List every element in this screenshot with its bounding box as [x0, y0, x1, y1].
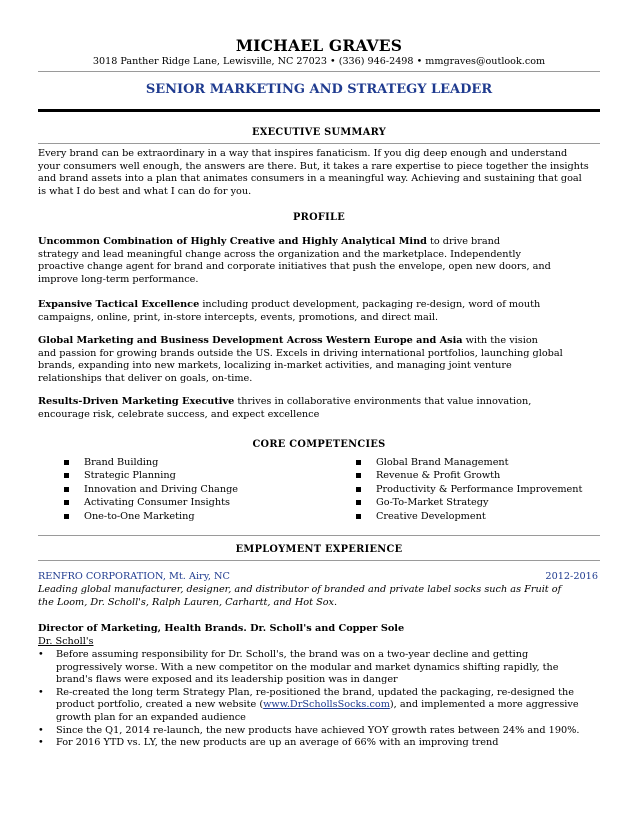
- employment-dates: 2012-2016: [545, 571, 598, 582]
- role-title: Director of Marketing, Health Brands. Dr. Scholl's and Copper Sole: [38, 623, 405, 634]
- competencies-right-list: [356, 456, 606, 523]
- experience-heading: EMPLOYMENT EXPERIENCE: [235, 544, 403, 555]
- list-item: Go-To-Market Strategy: [356, 496, 606, 509]
- bullet-icon: •: [38, 737, 44, 749]
- list-item: Activating Consumer Insights: [64, 496, 324, 509]
- profile-p1-line: proactive change agent for brand and corporate initiatives that push the envelope, open new doors, and: [38, 261, 551, 273]
- list-item: Productivity & Performance Improvement: [356, 483, 606, 496]
- list-item: Creative Development: [356, 510, 606, 523]
- bullet-icon: •: [38, 686, 44, 698]
- summary-divider: [38, 143, 600, 144]
- square-bullet-icon: [356, 473, 361, 478]
- company-name: RENFRO CORPORATION, Mt. Airy, NC: [38, 571, 230, 582]
- company-line: [38, 571, 602, 584]
- profile-paragraph-4: [38, 396, 602, 421]
- experience-top-divider: [38, 535, 600, 536]
- list-item: Innovation and Driving Change: [64, 483, 324, 496]
- square-bullet-icon: [64, 514, 69, 519]
- list-item: • Before assuming responsibility for Dr. Scholl's, the brand was on a two-year decline and getting progressively worse. With a new competitor on the modular and market dynamics shifting rapidly, the brand's flaws were exposed and its leadership position was in danger: [38, 649, 559, 686]
- list-item: • Since the Q1, 2014 re-launch, the new products have achieved YOY growth rates between 24% and 190%.: [38, 724, 580, 736]
- summary-line: and brand assets into a plan that animates consumers in a meaningful way. Achieving and sustaining that goal: [38, 173, 582, 185]
- bullet-icon: •: [38, 649, 44, 660]
- square-bullet-icon: [64, 500, 69, 505]
- headline-divider: [38, 109, 600, 112]
- summary-line: is what I do best and what I can do for you.: [38, 185, 252, 197]
- profile-p1-line: improve long-term performance.: [38, 273, 199, 285]
- contact-line: 3018 Panther Ridge Lane, Lewisville, NC 27023 • (336) 946-2498 • mmgraves@outlook.com: [92, 56, 546, 67]
- profile-p1-bold: Uncommon Combination of Highly Creative and Highly Analytical Mind: [38, 236, 427, 247]
- square-bullet-icon: [356, 460, 361, 465]
- candidate-name: MICHAEL GRAVES: [235, 36, 403, 55]
- achievement-list: [38, 649, 602, 750]
- profile-p3-line: and passion for growing brands outside the US. Excels in driving international portfolios, launching global: [38, 347, 563, 359]
- profile-paragraph-1: [38, 236, 602, 286]
- profile-p2-line: campaigns, online, print, in-store intercepts, events, promotions, and direct mail.: [38, 311, 439, 323]
- summary-text: [38, 148, 602, 198]
- experience-divider: [38, 560, 600, 561]
- company-description: Leading global manufacturer, designer, and distributor of branded and private label socks such as Fruit of the Loom, Dr. Scholl's, Ralph Lauren, Carhartt, and Hot Sox.: [38, 584, 562, 608]
- profile-p2-rest: including product development, packaging re-design, word of mouth: [199, 299, 541, 310]
- profile-p3-rest: with the vision: [462, 335, 538, 346]
- profile-p1-rest: to drive brand: [426, 236, 501, 247]
- square-bullet-icon: [356, 500, 361, 505]
- square-bullet-icon: [64, 473, 69, 478]
- list-item: • Re-created the long term Strategy Plan, re-positioned the brand, updated the packaging, re-designed the product portfolio, created a new website (www.DrSchollsSocks.com), and implemented a more aggressive growth plan for an expanded audience: [38, 686, 579, 723]
- square-bullet-icon: [356, 487, 361, 492]
- competencies-heading: CORE COMPETENCIES: [252, 439, 386, 450]
- website-link[interactable]: www.DrSchollsSocks.com: [263, 699, 390, 711]
- square-bullet-icon: [356, 514, 361, 519]
- profile-heading: PROFILE: [292, 212, 346, 223]
- header-divider: [38, 71, 600, 72]
- profile-p1-line: strategy and lead meaningful change across the organization and the marketplace. Independently: [38, 248, 521, 260]
- profile-p4-line: encourage risk, celebrate success, and expect excellence: [38, 408, 320, 420]
- profile-p3-line: relationships that deliver on goals, on-time.: [38, 372, 253, 384]
- profile-p3-line: brands, expanding into new markets, localizing in-market activities, and managing joint venture: [38, 360, 512, 372]
- headline: SENIOR MARKETING AND STRATEGY LEADER: [145, 82, 493, 97]
- list-item: Strategic Planning: [64, 469, 324, 482]
- brand-name: Dr. Scholl's: [38, 636, 94, 647]
- square-bullet-icon: [64, 460, 69, 465]
- list-item: One-to-One Marketing: [64, 510, 324, 523]
- profile-p4-rest: thrives in collaborative environments that value innovation,: [234, 396, 532, 407]
- list-item: Revenue & Profit Growth: [356, 469, 606, 482]
- profile-paragraph-2: [38, 299, 602, 324]
- bullet-icon: •: [38, 724, 44, 736]
- list-item: Global Brand Management: [356, 456, 606, 469]
- summary-heading: EXECUTIVE SUMMARY: [251, 127, 387, 138]
- profile-p2-bold: Expansive Tactical Excellence: [38, 299, 200, 310]
- list-item: Brand Building: [64, 456, 324, 469]
- square-bullet-icon: [64, 487, 69, 492]
- summary-line: your consumers well enough, the answers are there. But, it takes a rare expertise to piece together the insights: [38, 160, 589, 172]
- list-item: • For 2016 YTD vs. LY, the new products are up an average of 66% with an improving trend: [38, 737, 499, 749]
- profile-p3-bold: Global Marketing and Business Development Across Western Europe and Asia: [38, 335, 463, 346]
- summary-line: Every brand can be extraordinary in a way that inspires fanaticism. If you dig deep enough and understand: [38, 148, 568, 159]
- profile-paragraph-3: [38, 335, 602, 385]
- competencies-left-list: [64, 456, 324, 523]
- profile-p4-bold: Results-Driven Marketing Executive: [38, 396, 235, 407]
